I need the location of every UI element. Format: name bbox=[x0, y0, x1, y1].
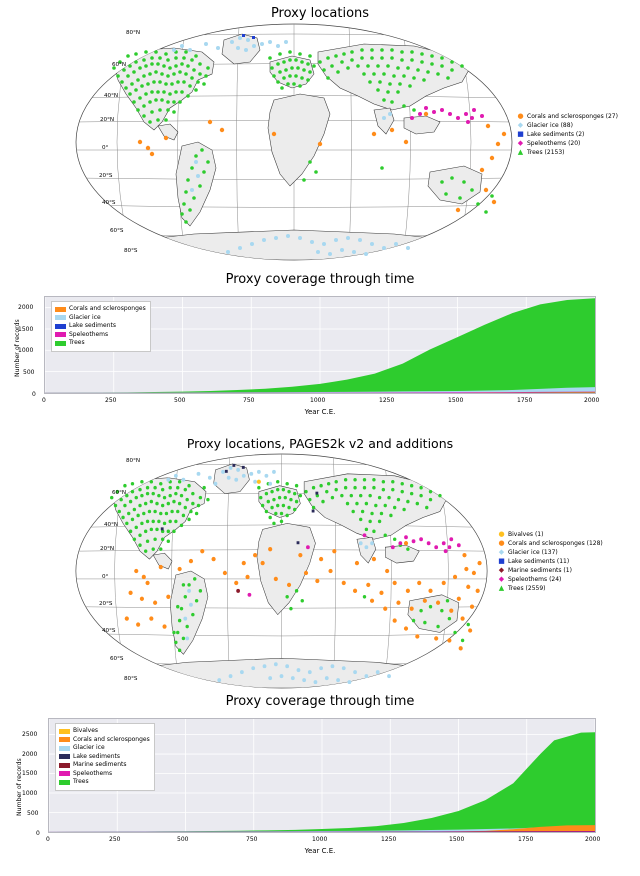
legend-item-glacier-ice bbox=[59, 744, 150, 753]
xtick-1250: 1250 bbox=[379, 397, 395, 404]
legend-label-speleothems: Speleothems bbox=[73, 769, 113, 777]
glacier-ice-swatch-icon bbox=[55, 315, 66, 320]
legend-label-bivalves: Bivalves bbox=[73, 727, 99, 735]
legend-item-trees bbox=[59, 778, 150, 787]
glacier-ice-marker-icon: ◆ bbox=[498, 548, 505, 556]
ytick-500: 500 bbox=[23, 369, 35, 376]
lat-label-80n: 80°N bbox=[126, 30, 141, 36]
legend-item-lake-sediments bbox=[55, 322, 146, 331]
trees-swatch-icon bbox=[59, 780, 70, 785]
legend-label-lake-sediments: Lake sediments bbox=[69, 322, 116, 330]
corals-marker-icon: ● bbox=[498, 539, 505, 547]
speleothems-swatch-icon bbox=[59, 771, 70, 776]
coverage-legend-v1 bbox=[51, 301, 151, 352]
legend-item-glacier-ice bbox=[55, 314, 146, 323]
xtick-500: 500 bbox=[174, 397, 186, 404]
xtick-1500: 1500 bbox=[448, 397, 464, 404]
legend-label-corals: Corals and sclerosponges bbox=[73, 735, 150, 743]
legend-item-bivalves bbox=[59, 727, 150, 736]
xtick-1250: 1250 bbox=[381, 836, 397, 843]
corals-swatch-icon bbox=[59, 737, 70, 742]
panel-title-time2: Proxy coverage through time bbox=[225, 694, 415, 709]
panel-coverage-v1 bbox=[0, 272, 640, 430]
legend-label-lake-sediments: Lake sediments (2) bbox=[527, 130, 585, 138]
legend-item-trees bbox=[55, 339, 146, 348]
speleothems-swatch-icon bbox=[55, 332, 66, 337]
xtick-1750: 1750 bbox=[517, 397, 533, 404]
lat-label-80s: 80°S bbox=[124, 676, 138, 682]
xtick-250: 250 bbox=[109, 836, 121, 843]
speleothems-marker-icon: ◆ bbox=[517, 139, 524, 147]
lat-label-20s: 20°S bbox=[99, 601, 113, 607]
legend-label-lake-sediments: Lake sediments bbox=[73, 752, 120, 760]
panel-title-map2: Proxy locations, PAGES2k v2 and additions bbox=[186, 436, 454, 451]
legend-label-trees: Trees (2153) bbox=[527, 148, 565, 156]
ytick-1000: 1000 bbox=[18, 347, 34, 354]
legend-label-bivalves: Bivalves (1) bbox=[508, 530, 544, 538]
corals-marker-icon: ● bbox=[517, 112, 524, 120]
glacier-ice-swatch-icon bbox=[59, 746, 70, 751]
legend-item-corals bbox=[55, 305, 146, 314]
legend-label-corals: Corals and sclerosponges bbox=[69, 305, 146, 313]
legend-item-corals bbox=[497, 539, 637, 548]
xtick-1000: 1000 bbox=[310, 397, 326, 404]
legend-label-speleothems: Speleothems bbox=[69, 330, 109, 338]
lake-sediments-marker-icon: ■ bbox=[498, 557, 505, 565]
legend-item-speleothems bbox=[516, 139, 636, 148]
lake-sediments-swatch-icon bbox=[59, 754, 70, 759]
legend-item-glacier-ice bbox=[516, 121, 636, 130]
ytick-1000: 1000 bbox=[22, 790, 38, 797]
legend-item-speleothems bbox=[497, 575, 637, 584]
ytick-0: 0 bbox=[36, 830, 40, 837]
speleothems-marker-icon: ◆ bbox=[498, 575, 505, 583]
corals-swatch-icon bbox=[55, 307, 66, 312]
lat-label-0: 0° bbox=[102, 574, 109, 580]
legend-item-speleothems bbox=[55, 331, 146, 340]
lat-label-60s: 60°S bbox=[110, 656, 124, 662]
legend-label-glacier-ice: Glacier ice bbox=[73, 744, 105, 752]
legend-item-speleothems bbox=[59, 770, 150, 779]
xtick-750: 750 bbox=[246, 836, 258, 843]
legend-label-glacier-ice: Glacier ice bbox=[69, 313, 101, 321]
legend-item-corals bbox=[59, 736, 150, 745]
lake-sediments-swatch-icon bbox=[55, 324, 66, 329]
legend-item-trees bbox=[516, 148, 636, 157]
legend-item-corals bbox=[516, 112, 636, 121]
lake-sediments-marker-icon: ■ bbox=[517, 130, 524, 138]
legend-label-glacier-ice: Glacier ice (88) bbox=[527, 121, 573, 129]
proxy-markers-v1 bbox=[74, 22, 514, 262]
legend-label-marine-sediments: Marine sediments bbox=[73, 761, 127, 769]
xtick-1500: 1500 bbox=[449, 836, 465, 843]
axis-label-y-v1: Number of records bbox=[14, 319, 21, 377]
trees-swatch-icon bbox=[55, 341, 66, 346]
legend-label-speleothems: Speleothems (24) bbox=[508, 575, 562, 583]
xtick-2000: 2000 bbox=[585, 836, 601, 843]
coverage-plot-v1 bbox=[44, 296, 596, 394]
legend-label-trees: Trees (2559) bbox=[508, 584, 546, 592]
panel-title-map1: Proxy locations bbox=[270, 6, 370, 21]
xtick-1750: 1750 bbox=[518, 836, 534, 843]
panel-proxy-locations-v2 bbox=[0, 432, 640, 694]
lat-label-20n: 20°N bbox=[100, 117, 115, 123]
lat-label-60s: 60°S bbox=[110, 228, 124, 234]
lat-label-20s: 20°S bbox=[99, 173, 113, 179]
axis-label-x-v2: Year C.E. bbox=[304, 847, 336, 855]
bivalves-swatch-icon bbox=[59, 729, 70, 734]
world-map-v1 bbox=[74, 22, 514, 262]
bivalves-marker-icon: ● bbox=[498, 530, 505, 538]
ytick-1500: 1500 bbox=[18, 326, 34, 333]
legend-item-lake-sediments bbox=[59, 753, 150, 762]
xtick-1000: 1000 bbox=[312, 836, 328, 843]
lat-label-80n: 80°N bbox=[126, 458, 141, 464]
legend-label-corals: Corals and sclerosponges (128) bbox=[508, 539, 603, 547]
ytick-1500: 1500 bbox=[22, 770, 38, 777]
map-legend-v1 bbox=[516, 112, 636, 157]
lat-label-40n: 40°N bbox=[104, 93, 119, 99]
lat-label-80s: 80°S bbox=[124, 248, 138, 254]
legend-label-corals: Corals and sclerosponges (27) bbox=[527, 112, 618, 120]
marine-sediments-marker-icon: ◆ bbox=[498, 566, 505, 574]
xtick-250: 250 bbox=[105, 397, 117, 404]
axis-label-y-v2: Number of records bbox=[16, 758, 23, 816]
legend-label-lake-sediments: Lake sediments (11) bbox=[508, 557, 570, 565]
glacier-ice-marker-icon: ◆ bbox=[517, 121, 524, 129]
panel-coverage-v2 bbox=[0, 694, 640, 876]
trees-marker-icon: ▲ bbox=[517, 148, 524, 156]
lat-label-60n: 60°N bbox=[112, 62, 127, 68]
lat-label-60n: 60°N bbox=[112, 490, 127, 496]
legend-label-trees: Trees bbox=[69, 339, 85, 347]
legend-label-marine-sediments: Marine sediments (1) bbox=[508, 566, 572, 574]
xtick-500: 500 bbox=[177, 836, 189, 843]
ytick-2000: 2000 bbox=[18, 304, 34, 311]
coverage-plot-v2 bbox=[48, 718, 596, 833]
marine-sediments-swatch-icon bbox=[59, 763, 70, 768]
legend-item-marine-sediments bbox=[497, 566, 637, 575]
axis-label-x-v1: Year C.E. bbox=[304, 408, 336, 416]
xtick-750: 750 bbox=[243, 397, 255, 404]
lat-label-40s: 40°S bbox=[102, 200, 116, 206]
legend-item-bivalves bbox=[497, 530, 637, 539]
proxy-markers-v2 bbox=[74, 452, 489, 690]
ytick-500: 500 bbox=[27, 810, 39, 817]
world-map-v2 bbox=[74, 452, 489, 690]
legend-label-glacier-ice: Glacier ice (137) bbox=[508, 548, 558, 556]
ytick-2500: 2500 bbox=[22, 731, 38, 738]
xtick-0: 0 bbox=[42, 397, 46, 404]
legend-item-marine-sediments bbox=[59, 761, 150, 770]
legend-item-glacier-ice bbox=[497, 548, 637, 557]
lat-label-40n: 40°N bbox=[104, 522, 119, 528]
lat-label-40s: 40°S bbox=[102, 628, 116, 634]
legend-item-trees bbox=[497, 584, 637, 593]
panel-proxy-locations-v1 bbox=[0, 0, 640, 265]
panel-title-time1: Proxy coverage through time bbox=[225, 272, 415, 287]
legend-item-lake-sediments bbox=[497, 557, 637, 566]
xtick-0: 0 bbox=[46, 836, 50, 843]
legend-label-speleothems: Speleothems (20) bbox=[527, 139, 581, 147]
ytick-2000: 2000 bbox=[22, 751, 38, 758]
map-legend-v2 bbox=[497, 530, 637, 593]
ytick-0: 0 bbox=[32, 391, 36, 398]
xtick-2000: 2000 bbox=[584, 397, 600, 404]
legend-item-lake-sediments bbox=[516, 130, 636, 139]
lat-label-20n: 20°N bbox=[100, 546, 115, 552]
lat-label-0: 0° bbox=[102, 145, 109, 151]
trees-marker-icon: ▲ bbox=[498, 584, 505, 592]
legend-label-trees: Trees bbox=[73, 778, 89, 786]
coverage-legend-v2 bbox=[55, 723, 155, 791]
